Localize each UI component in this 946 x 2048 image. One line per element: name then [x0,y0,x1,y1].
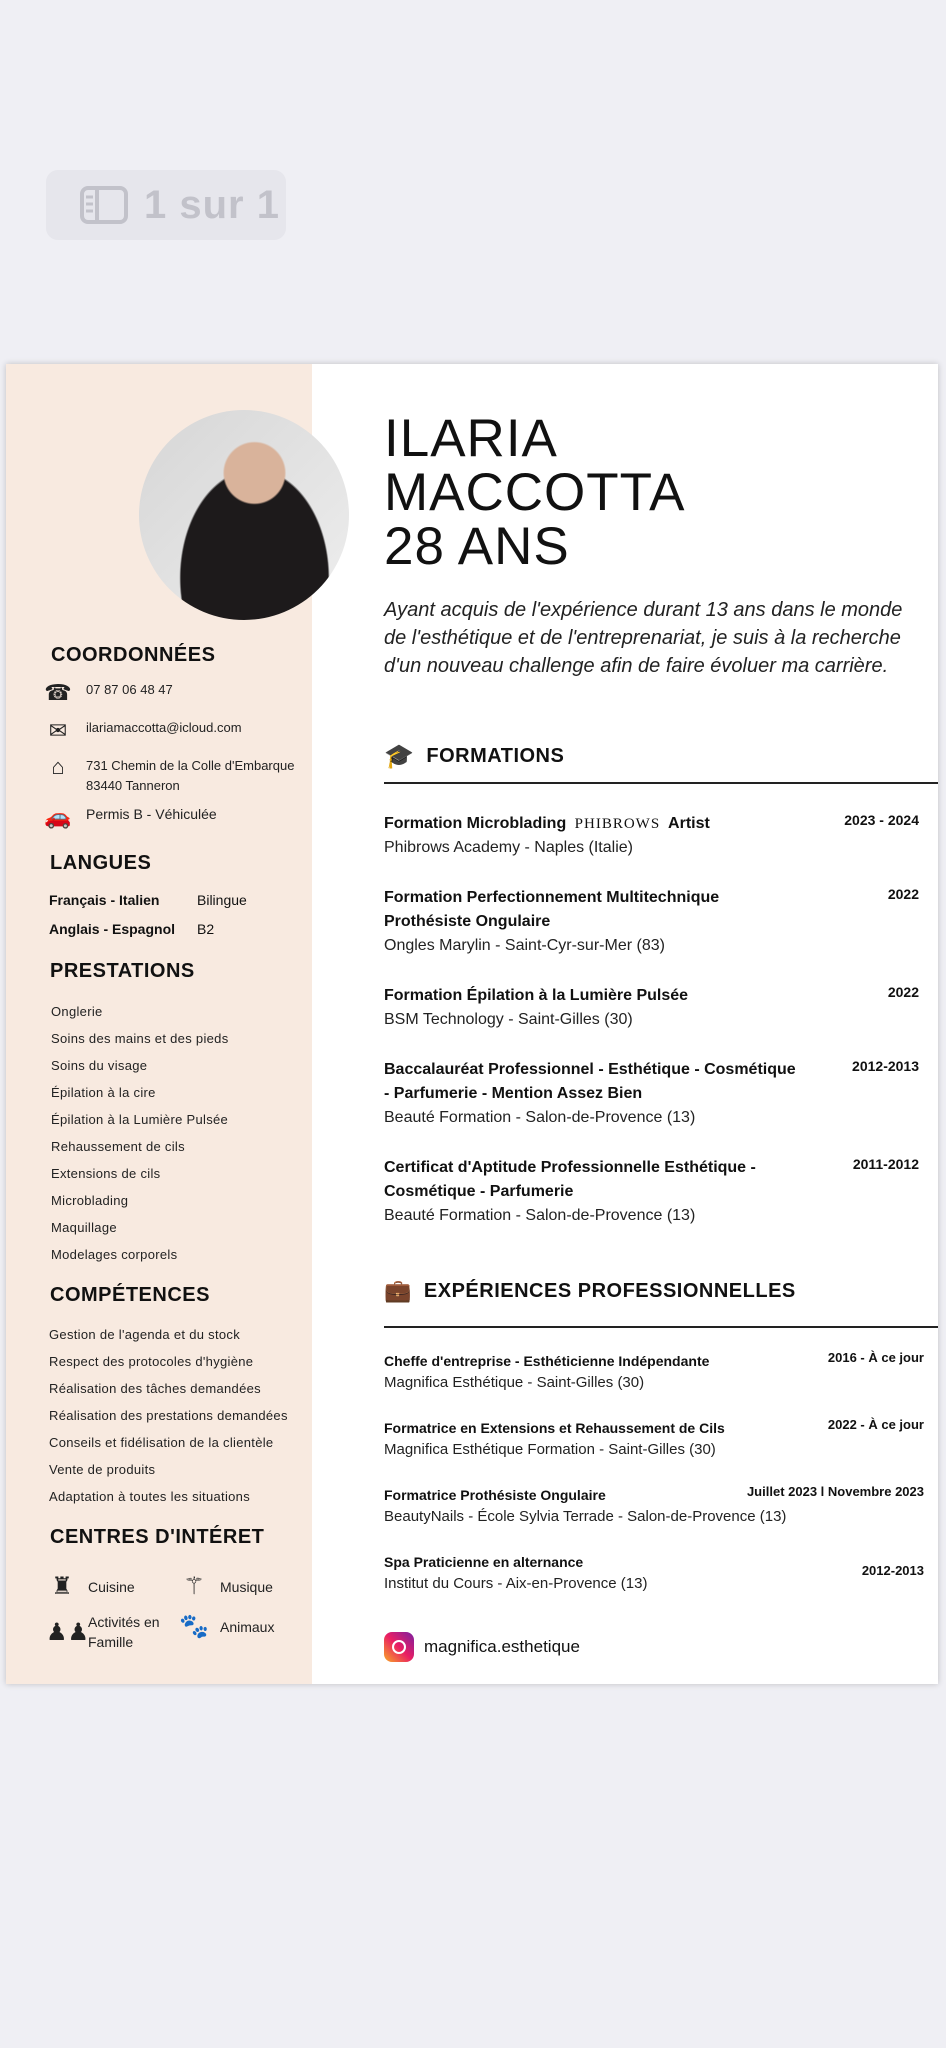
formations-title: FORMATIONS [426,745,565,767]
prestation-item: Soins du visage [51,1058,148,1073]
prestation-item: Rehaussement de cils [51,1139,185,1154]
formation-title: Formation Perfectionnement Multitechnique Prothésiste Ongulaire [384,889,720,930]
intro-text: Ayant acquis de l'expérience durant 13 ans dans le monde de l'esthétique et de l'entreprenariat, je suis à la recherche d'un nouveau challenge afin de faire évoluer ma carrière. [384,599,903,677]
formation-date: 2012-2013 [852,1058,919,1074]
interets-title: CENTRES D'INTÉRET [50,1526,265,1548]
lang-level: Bilingue [197,892,247,908]
dancer-icon: ⚚ [183,1573,205,1600]
formation-title-part: Formation Microblading [384,815,567,832]
competence-item: Respect des protocoles d'hygiène [49,1354,254,1369]
address-text [86,756,294,796]
competence-item: Gestion de l'agenda et du stock [49,1327,241,1342]
chef-hat-icon: ♜ [51,1573,73,1600]
competence-item: Conseils et fidélisation de la clientèle [49,1435,274,1450]
formation-entry [384,1058,919,1130]
phone-icon: ☎ [44,680,72,705]
briefcase-icon: 💼 [384,1278,412,1303]
lang-name: Français - Italien [49,892,160,908]
hobby-item [178,1612,274,1641]
permis-text: Permis B - Véhiculée [86,806,217,822]
contact-email [44,720,242,742]
experience-date: 2016 - À ce jour [827,1350,924,1365]
phone-text: 07 87 06 48 47 [86,682,173,697]
experience-company: Institut du Cours - Aix-en-Provence (13) [384,1575,648,1592]
instagram-icon [384,1632,414,1662]
langues-title: LANGUES [50,852,152,874]
contact-address [44,756,294,796]
lang-level: B2 [197,921,215,937]
address-line1: 731 Chemin de la Colle d'Embarque [86,758,295,773]
formation-school: Beauté Formation - Salon-de-Provence (13) [384,1109,696,1126]
hobby-item [46,1572,135,1601]
experience-title: Formatrice Prothésiste Ongulaire [384,1487,606,1503]
age: 28 ANS [384,517,570,576]
experience-entry [384,1484,924,1528]
prestation-item: Microblading [51,1193,129,1208]
experience-date: Juillet 2023 l Novembre 2023 [746,1484,924,1499]
experiences-divider [384,1326,938,1328]
graduation-cap-icon: 🎓 [384,743,415,770]
formation-date: 2022 [887,984,919,1000]
experience-entry [384,1417,924,1461]
resume-main [312,364,938,1684]
experience-company: Magnifica Esthétique - Saint-Gilles (30) [384,1374,645,1391]
first-name: ILARIA [384,409,558,468]
hobby-label: Cuisine [88,1578,135,1595]
contact-phone [44,682,173,704]
prestation-item: Épilation à la cire [51,1085,156,1100]
experience-title: Formatrice en Extensions et Rehaussement de Cils [384,1420,725,1436]
experience-date: 2012-2013 [861,1563,924,1578]
formation-title [384,812,804,836]
experience-entry [384,1350,924,1394]
paw-icon: 🐾 [179,1613,209,1640]
formations-divider [384,782,938,784]
competence-item: Réalisation des tâches demandées [49,1381,261,1396]
formation-entry [384,812,919,860]
email-text: ilariamaccotta@icloud.com [86,720,242,735]
formation-title: Baccalauréat Professionnel - Esthétique - Cosmétique - Parfumerie - Mention Assez Bien [384,1061,796,1102]
prestation-item: Onglerie [51,1004,103,1019]
prestation-item: Soins des mains et des pieds [51,1031,229,1046]
formation-school: BSM Technology - Saint-Gilles (30) [384,1011,633,1028]
contact-permis [44,806,217,828]
formation-school: Beauté Formation - Salon-de-Provence (13) [384,1207,696,1224]
formation-date: 2011-2012 [852,1156,919,1172]
last-name: MACCOTTA [384,463,686,522]
formation-school: Phibrows Academy - Naples (Italie) [384,839,633,856]
experience-title: Cheffe d'entreprise - Esthéticienne Indépendante [384,1353,710,1369]
resume-document [6,364,938,1684]
sidebar-toggle-icon [80,186,128,224]
hobby-item [46,1612,168,1652]
family-icon: ♟♟ [46,1618,90,1646]
home-icon: ⌂ [51,754,65,779]
hobby-label: Activités en Famille [88,1614,160,1650]
competences-title: COMPÉTENCES [50,1284,210,1306]
lang-row [49,921,214,937]
hobby-label: Animaux [220,1618,275,1635]
formation-date: 2022 [887,886,919,902]
prestations-title: PRESTATIONS [50,960,195,982]
competence-item: Adaptation à toutes les situations [49,1489,250,1504]
envelope-icon: ✉ [48,718,68,743]
formation-entry [384,984,919,1032]
competence-item: Réalisation des prestations demandées [49,1408,288,1423]
formation-date: 2023 - 2024 [844,812,919,828]
formation-school: Ongles Marylin - Saint-Cyr-sur-Mer (83) [384,937,665,954]
instagram-link[interactable] [384,1632,580,1662]
experience-company: BeautyNails - École Sylvia Terrade - Salon-de-Provence (13) [384,1508,787,1525]
experience-entry [384,1551,924,1595]
experiences-title: EXPÉRIENCES PROFESSIONNELLES [423,1279,796,1302]
car-icon: 🚗 [44,804,72,829]
formation-entry [384,1156,919,1228]
lang-row [49,892,247,908]
page-indicator-label: 1 sur 1 [144,182,280,227]
formation-title: Certificat d'Aptitude Professionnelle Esthétique - Cosmétique - Parfumerie [384,1159,756,1200]
instagram-handle: magnifica.esthetique [424,1637,580,1656]
phibrows-logo: PHIBROWS [574,816,661,832]
experience-title: Spa Praticienne en alternance [384,1554,584,1570]
experience-date: 2022 - À ce jour [827,1417,924,1432]
prestation-item: Maquillage [51,1220,117,1235]
formation-title: Formation Épilation à la Lumière Pulsée [384,987,689,1004]
page-indicator[interactable] [46,170,286,240]
formations-heading [384,742,564,771]
prestation-item: Modelages corporels [51,1247,178,1262]
formation-entry [384,886,919,958]
resume-sidebar [6,364,312,1684]
hobby-label: Musique [220,1578,273,1595]
experiences-heading [384,1278,796,1304]
lang-name: Anglais - Espagnol [49,921,176,937]
hobby-item [178,1572,273,1601]
address-line2: 83440 Tanneron [86,778,180,793]
prestation-item: Extensions de cils [51,1166,161,1181]
competence-item: Vente de produits [49,1462,156,1477]
prestation-item: Épilation à la Lumière Pulsée [51,1112,229,1127]
formation-title-part: Artist [668,815,710,832]
experience-company: Magnifica Esthétique Formation - Saint-Gilles (30) [384,1441,716,1458]
coordonnees-title: COORDONNÉES [51,644,216,666]
